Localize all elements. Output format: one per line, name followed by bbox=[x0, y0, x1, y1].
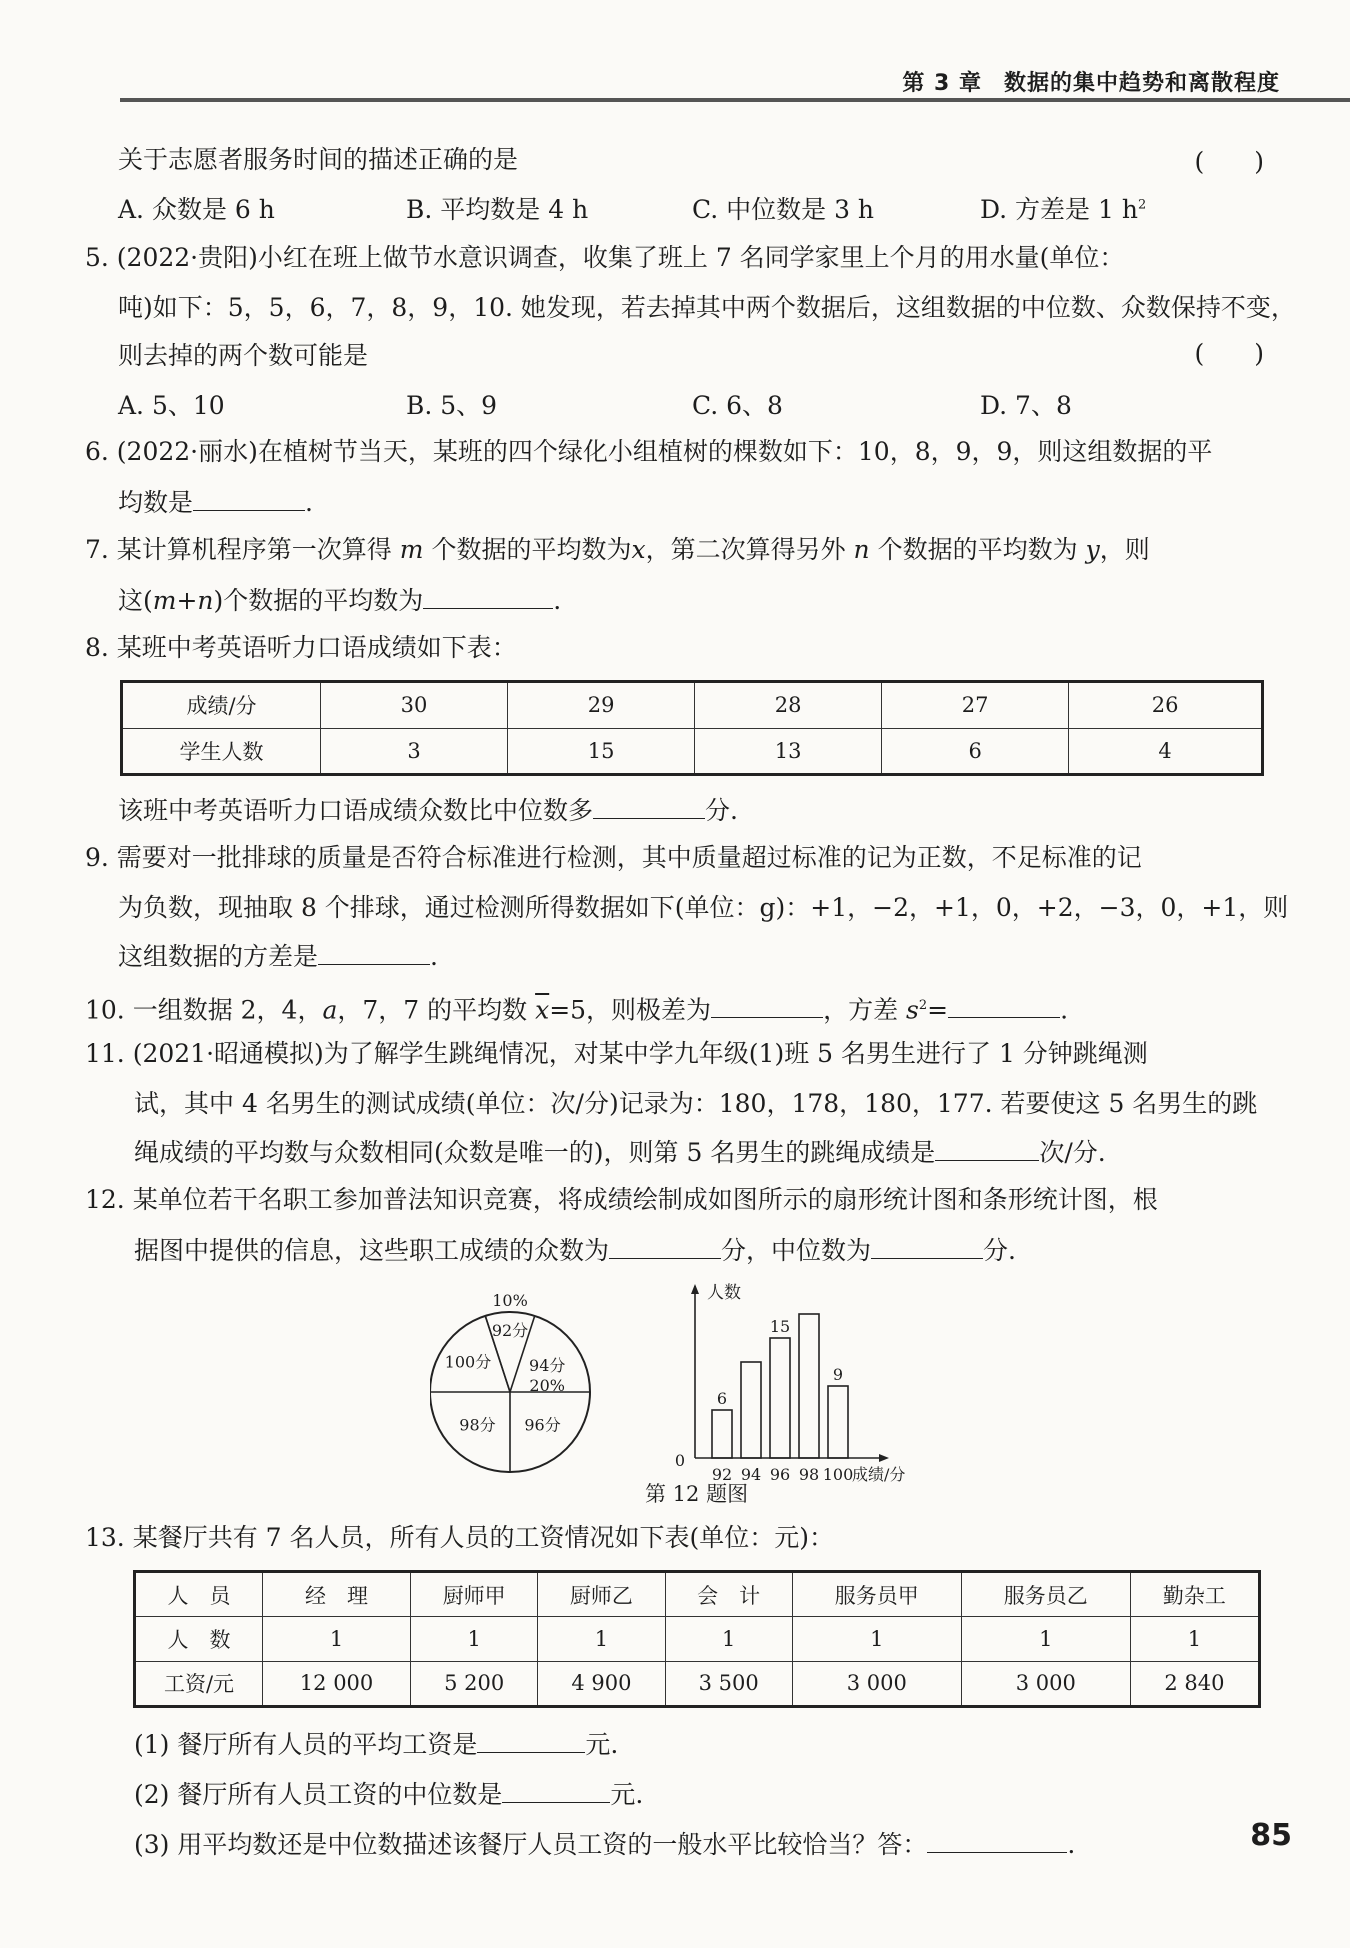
pie-chart bbox=[430, 1291, 590, 1472]
table-cell: 服务员乙 bbox=[961, 1572, 1130, 1617]
q12-figure bbox=[430, 1272, 970, 1492]
q7-answer-blank[interactable] bbox=[423, 582, 553, 609]
q12-mode-blank[interactable] bbox=[609, 1232, 721, 1259]
bar bbox=[770, 1338, 790, 1458]
table-cell: 3 000 bbox=[961, 1661, 1130, 1706]
q11-answer-blank[interactable] bbox=[935, 1134, 1039, 1161]
table-cell: 成绩/分 bbox=[122, 682, 321, 729]
pie-percent-label: 10% bbox=[492, 1291, 528, 1310]
q9-line2: 为负数，现抽取 8 个排球，通过检测所得数据如下(单位：g)：+1，−2，+1，0，+2，−3，0，+1，则 bbox=[118, 893, 1289, 922]
table-cell: 13 bbox=[695, 728, 882, 775]
q5-option-a: A. 5、10 bbox=[118, 391, 225, 420]
q7-line1: 7. 某计算机程序第一次算得 m 个数据的平均数为x，第二次算得另外 n 个数据的平均数为 y，则 bbox=[85, 535, 1150, 564]
table-cell: 厨师甲 bbox=[411, 1572, 538, 1617]
chapter-title: 数据的集中趋势和离散程度 bbox=[1003, 71, 1280, 96]
bar-tick-label: 96 bbox=[769, 1465, 791, 1484]
table-cell: 4 900 bbox=[538, 1661, 665, 1706]
q5-answer-paren: ( ) bbox=[1194, 339, 1264, 368]
table-cell: 厨师乙 bbox=[538, 1572, 665, 1617]
q5-line1: 5. (2022·贵阳)小红在班上做节水意识调查，收集了班上 7 名同学家里上个月的用水量(单位： bbox=[85, 243, 1125, 272]
q4-stem: 关于志愿者服务时间的描述正确的是 bbox=[118, 145, 519, 174]
table-cell: 工资/元 bbox=[135, 1661, 263, 1706]
q6-line2: 均数是 . bbox=[118, 484, 313, 521]
table-cell: 4 bbox=[1069, 728, 1263, 775]
table-cell: 12 000 bbox=[263, 1661, 411, 1706]
table-cell: 会 计 bbox=[665, 1572, 792, 1617]
q5-line2: 吨)如下：5，5，6，7，8，9，10. 她发现，若去掉其中两个数据后，这组数据的中位数、众数保持不变， bbox=[118, 293, 1296, 322]
q11-line3: 绳成绩的平均数与众数相同(众数是唯一的)，则第 5 名男生的跳绳成绩是 次/分. bbox=[134, 1134, 1106, 1171]
table-cell: 3 500 bbox=[665, 1661, 792, 1706]
q6-line1: 6. (2022·丽水)在植树节当天，某班的四个绿化小组植树的棵数如下：10，8，9，9，则这组数据的平 bbox=[85, 437, 1213, 466]
q13-sub1-blank[interactable] bbox=[477, 1726, 585, 1753]
table-cell: 5 200 bbox=[411, 1661, 538, 1706]
table-cell: 1 bbox=[263, 1617, 411, 1661]
pie-slice-label: 92分 bbox=[491, 1321, 529, 1340]
q9-line3: 这组数据的方差是 . bbox=[118, 938, 438, 975]
table-cell: 1 bbox=[961, 1617, 1130, 1661]
q4-option-a: A. 众数是 6 h bbox=[118, 195, 275, 224]
q5-option-d: D. 7、8 bbox=[980, 391, 1072, 420]
q10-variance-blank[interactable] bbox=[948, 991, 1060, 1018]
q8-score-table bbox=[120, 680, 1264, 776]
table-cell: 27 bbox=[882, 682, 1069, 729]
q7-line2: 这(m+n)个数据的平均数为 . bbox=[118, 582, 561, 619]
q10-line: 10. 一组数据 2，4，a，7，7 的平均数 $\overline{x}=5$，则极差为 ，方差 $s^2=$ . bbox=[85, 988, 1068, 1028]
table-cell: 2 840 bbox=[1130, 1661, 1259, 1706]
q8-stem: 8. 某班中考英语听力口语成绩如下表： bbox=[85, 633, 517, 662]
q10-range-blank[interactable] bbox=[711, 991, 823, 1018]
bar-data-label: 6 bbox=[716, 1389, 728, 1408]
pie-percent-label: 20% bbox=[529, 1375, 565, 1395]
table-cell: 26 bbox=[1069, 682, 1263, 729]
q5-line3: 则去掉的两个数可能是 bbox=[118, 341, 369, 370]
q5-option-b: B. 5、9 bbox=[406, 391, 498, 420]
q8-question: 该班中考英语听力口语成绩众数比中位数多 分. bbox=[118, 792, 738, 829]
table-row bbox=[135, 1617, 1260, 1661]
table-cell: 1 bbox=[411, 1617, 538, 1661]
q11-line2: 试，其中 4 名男生的测试成绩(单位：次/分)记录为：180，178，180，177. 若要使这 5 名男生的跳 bbox=[134, 1089, 1258, 1118]
table-cell: 6 bbox=[882, 728, 1069, 775]
table-cell: 学生人数 bbox=[122, 728, 321, 775]
q9-line1: 9. 需要对一批排球的质量是否符合标准进行检测，其中质量超过标准的记为正数，不足标准的记 bbox=[85, 843, 1142, 872]
q12-median-blank[interactable] bbox=[871, 1232, 983, 1259]
bar bbox=[828, 1386, 848, 1458]
table-cell: 30 bbox=[321, 682, 508, 729]
table-cell: 3 bbox=[321, 728, 508, 775]
q5-option-c: C. 6、8 bbox=[692, 391, 783, 420]
chapter-number: 第 3 章 bbox=[902, 71, 982, 96]
table-cell: 服务员甲 bbox=[792, 1572, 961, 1617]
bar bbox=[799, 1314, 819, 1458]
bar-tick-label: 94 bbox=[740, 1465, 762, 1484]
bar-origin-label: 0 bbox=[674, 1451, 685, 1470]
table-cell: 1 bbox=[792, 1617, 961, 1661]
page-number: 85 bbox=[1250, 1818, 1292, 1853]
q13-sub2: (2) 餐厅所有人员工资的中位数是 元. bbox=[134, 1776, 643, 1813]
q9-answer-blank[interactable] bbox=[318, 938, 430, 965]
bar-tick-label: 98 bbox=[798, 1465, 820, 1484]
pie-slice-label: 96分 bbox=[524, 1415, 561, 1435]
pie-slice-label: 94分 bbox=[529, 1355, 566, 1375]
q13-sub3: (3) 用平均数还是中位数描述该餐厅人员工资的一般水平比较恰当？答： . bbox=[134, 1826, 1075, 1863]
q12-figure-caption: 第 12 题图 bbox=[645, 1482, 749, 1506]
pie-slice-label: 98分 bbox=[459, 1415, 496, 1435]
table-row bbox=[122, 728, 1263, 775]
q13-sub2-blank[interactable] bbox=[502, 1776, 610, 1803]
q13-salary-table bbox=[133, 1570, 1261, 1708]
q11-line1: 11. (2021·昭通模拟)为了解学生跳绳情况，对某中学九年级(1)班 5 名男生进行了 1 分钟跳绳测 bbox=[85, 1039, 1148, 1068]
table-cell: 人 数 bbox=[135, 1617, 263, 1661]
bar-data-label: 15 bbox=[769, 1317, 791, 1336]
header-rule bbox=[120, 98, 1350, 102]
q13-stem: 13. 某餐厅共有 7 名人员，所有人员的工资情况如下表(单位：元)： bbox=[85, 1523, 835, 1552]
q4-option-b: B. 平均数是 4 h bbox=[406, 195, 589, 224]
bar-chart bbox=[675, 1283, 906, 1484]
table-cell: 1 bbox=[538, 1617, 665, 1661]
q13-sub3-blank[interactable] bbox=[927, 1826, 1067, 1853]
bar bbox=[741, 1362, 761, 1458]
table-cell: 经 理 bbox=[263, 1572, 411, 1617]
table-cell: 人 员 bbox=[135, 1572, 263, 1617]
table-row bbox=[122, 682, 1263, 729]
bar-tick-label: 100 bbox=[822, 1465, 854, 1484]
table-cell: 15 bbox=[508, 728, 695, 775]
q4-option-d: D. 方差是 1 $h^2$ bbox=[980, 195, 1147, 224]
q4-answer-paren: ( ) bbox=[1194, 147, 1264, 176]
table-row bbox=[135, 1572, 1260, 1617]
bar-y-arrow bbox=[691, 1284, 699, 1294]
bar-x-arrow bbox=[879, 1454, 889, 1462]
pie-slice-label: 100分 bbox=[444, 1352, 492, 1372]
q6-answer-blank[interactable] bbox=[193, 484, 305, 511]
table-cell: 勤杂工 bbox=[1130, 1572, 1259, 1617]
bar-x-label: 成绩/分 bbox=[852, 1465, 906, 1484]
table-cell: 3 000 bbox=[792, 1661, 961, 1706]
bar-tick-label: 92 bbox=[711, 1465, 733, 1484]
q13-sub1: (1) 餐厅所有人员的平均工资是 元. bbox=[134, 1726, 618, 1763]
table-row bbox=[135, 1661, 1260, 1706]
q12-line2: 据图中提供的信息，这些职工成绩的众数为 分，中位数为 分. bbox=[134, 1232, 1016, 1269]
table-cell: 29 bbox=[508, 682, 695, 729]
table-cell: 1 bbox=[1130, 1617, 1259, 1661]
table-cell: 28 bbox=[695, 682, 882, 729]
table-cell: 1 bbox=[665, 1617, 792, 1661]
q8-answer-blank[interactable] bbox=[593, 792, 705, 819]
chapter-header bbox=[902, 66, 1280, 97]
bar-y-label: 人数 bbox=[707, 1283, 741, 1303]
q4-option-c: C. 中位数是 3 h bbox=[692, 195, 875, 224]
bar-data-label: 9 bbox=[832, 1365, 844, 1384]
q12-line1: 12. 某单位若干名职工参加普法知识竞赛，将成绩绘制成如图所示的扇形统计图和条形统计图，根 bbox=[85, 1185, 1158, 1214]
bar bbox=[712, 1410, 732, 1458]
